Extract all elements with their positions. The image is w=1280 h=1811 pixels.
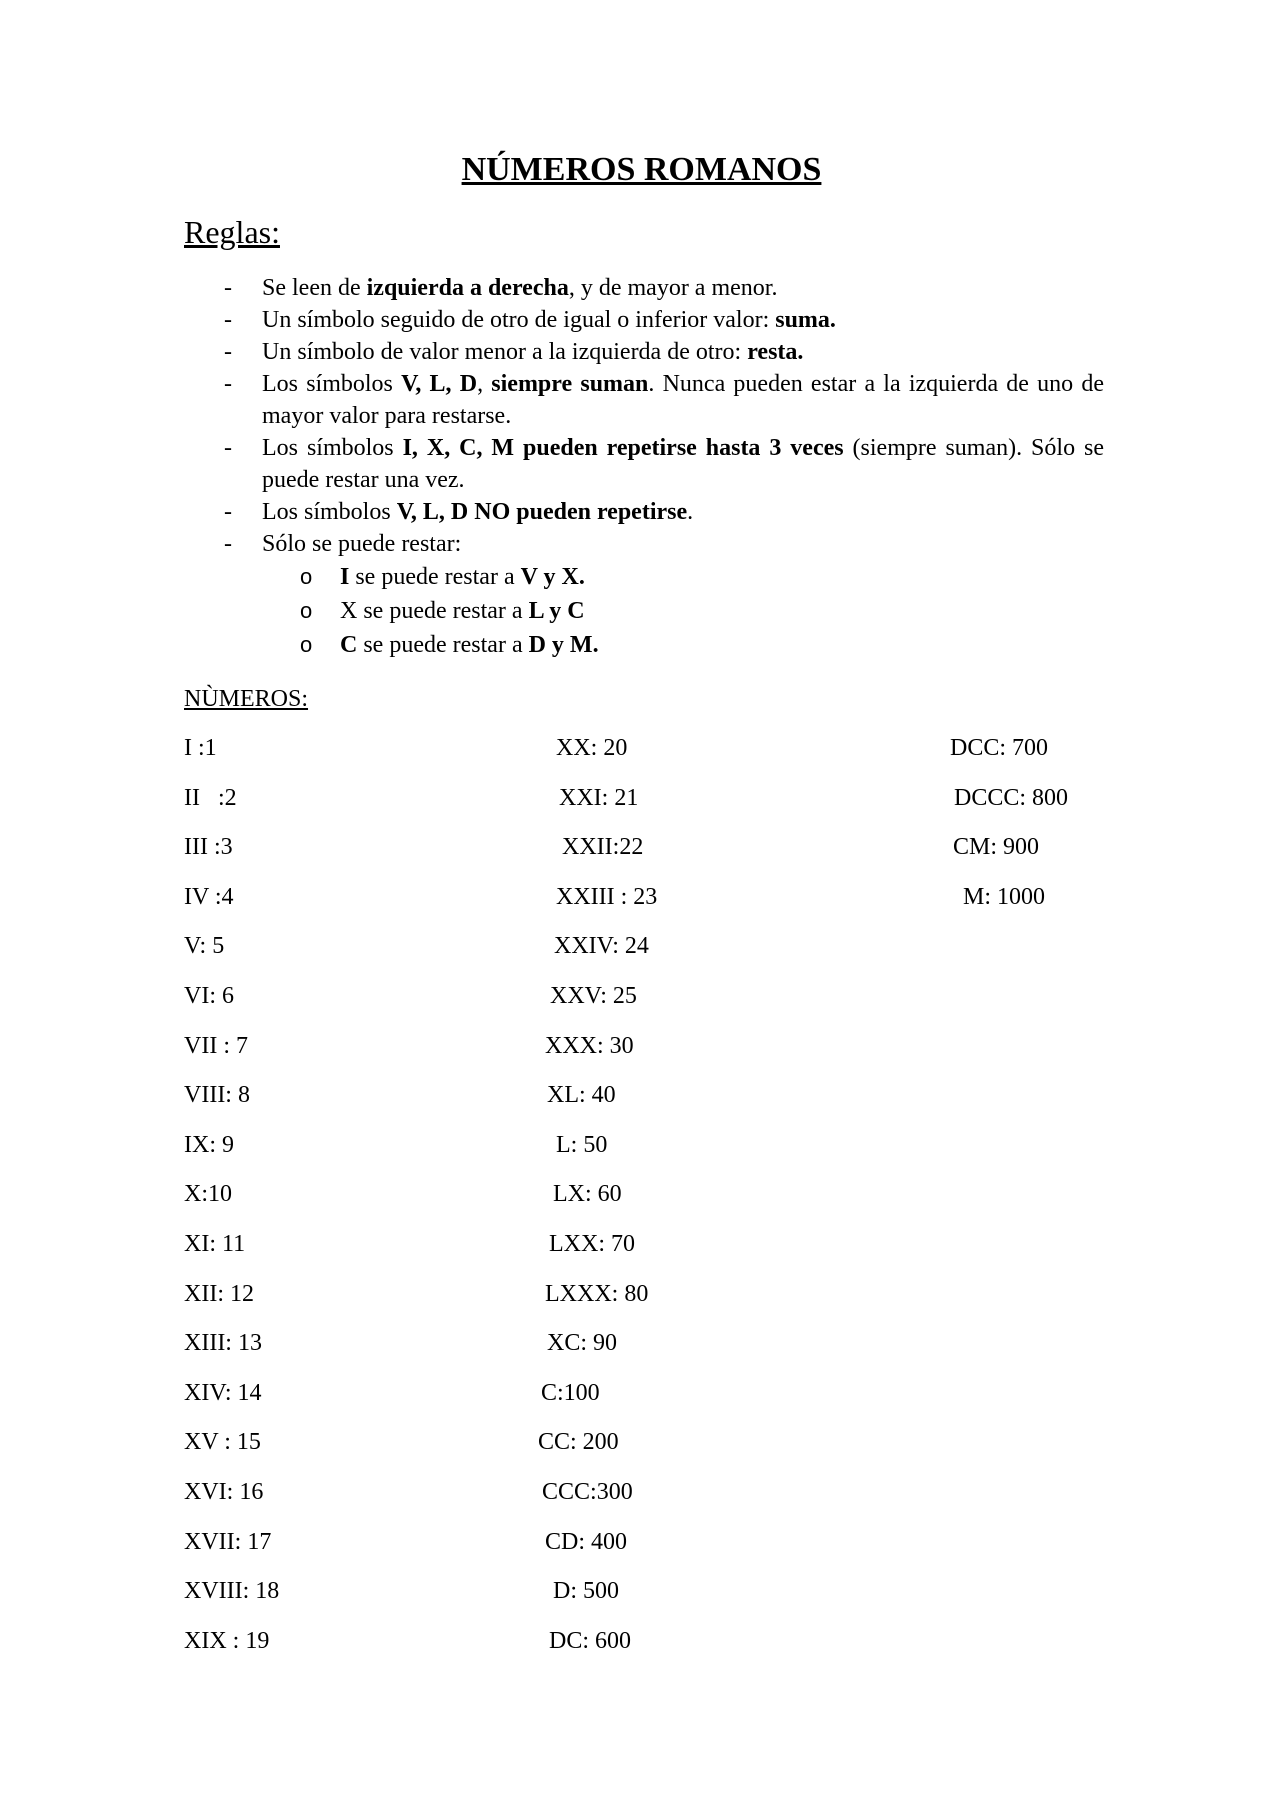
rule-text bbox=[262, 531, 461, 557]
text-segment: (siempre suman). Sólo se puede restar una vez. bbox=[262, 435, 1104, 493]
subrule-list bbox=[262, 560, 1104, 662]
roman-number-entry: V: 5 bbox=[184, 933, 225, 960]
circle-bullet: o bbox=[300, 632, 313, 657]
roman-number-entry: VI: 6 bbox=[184, 983, 234, 1009]
roman-number-entry: X:10 bbox=[184, 1181, 232, 1208]
roman-number-entry: IX: 9 bbox=[184, 1131, 234, 1158]
roman-number-entry: DCCC: 800 bbox=[954, 784, 1069, 811]
rule-text bbox=[262, 275, 777, 301]
roman-number-entry: CD: 400 bbox=[545, 1528, 628, 1555]
roman-number-entry: XXI: 21 bbox=[559, 784, 639, 811]
page-title: NÚMEROS ROMANOS bbox=[461, 151, 822, 188]
bold-text: izquierda a derecha bbox=[366, 275, 569, 301]
rule-text bbox=[262, 339, 803, 365]
rule-item bbox=[184, 368, 1104, 432]
text-segment: Los símbolos bbox=[262, 371, 402, 397]
dash-bullet: - bbox=[224, 275, 232, 301]
roman-number-entry: LXX: 70 bbox=[549, 1231, 635, 1257]
bold-text: I, X, C, M pueden repetirse hasta 3 veces bbox=[402, 435, 844, 461]
circle-bullet: o bbox=[300, 598, 313, 623]
text-segment: Un símbolo seguido de otro de igual o inferior valor: bbox=[262, 307, 776, 333]
roman-number-entry: II :2 bbox=[184, 784, 237, 811]
roman-number-entry: XXIV: 24 bbox=[554, 933, 649, 960]
text-segment: se puede restar a bbox=[357, 632, 529, 658]
text-segment: , y de mayor a menor. bbox=[568, 275, 778, 301]
rule-text bbox=[262, 371, 1104, 429]
subrule-text bbox=[340, 632, 599, 658]
bold-text: D y M. bbox=[528, 632, 599, 658]
roman-number-entry: VIII: 8 bbox=[184, 1082, 250, 1109]
roman-number-entry: DCC: 700 bbox=[950, 735, 1049, 761]
dash-bullet: - bbox=[224, 531, 232, 557]
subrule-text bbox=[340, 564, 585, 590]
subrule-item bbox=[184, 560, 1104, 594]
roman-number-entry: XVII: 17 bbox=[184, 1528, 272, 1555]
roman-number-entry: XXV: 25 bbox=[550, 983, 637, 1009]
roman-number-entry: XC: 90 bbox=[547, 1330, 618, 1357]
dash-bullet: - bbox=[224, 499, 232, 525]
text-segment: . bbox=[687, 499, 694, 525]
text-segment: , bbox=[477, 371, 492, 397]
bold-text: siempre suman bbox=[491, 371, 649, 397]
numbers-heading: NÙMEROS: bbox=[184, 686, 309, 712]
bold-text: I bbox=[340, 564, 350, 590]
roman-number-entry: CCC:300 bbox=[542, 1479, 633, 1505]
bold-text: V, L, D bbox=[401, 371, 478, 397]
roman-number-entry: XL: 40 bbox=[547, 1082, 616, 1109]
bold-text: suma. bbox=[775, 307, 836, 333]
roman-number-entry: C:100 bbox=[541, 1379, 600, 1406]
roman-number-entry: XVIII: 18 bbox=[184, 1578, 280, 1605]
bold-text: V y X. bbox=[520, 564, 585, 590]
roman-number-entry: D: 500 bbox=[553, 1578, 619, 1605]
dash-bullet: - bbox=[224, 339, 232, 365]
bold-text: C bbox=[340, 632, 358, 658]
roman-number-entry: XIV: 14 bbox=[184, 1379, 262, 1406]
bold-text: L y C bbox=[528, 598, 585, 624]
rule-item bbox=[184, 432, 1104, 496]
rule-item bbox=[184, 528, 1104, 662]
roman-number-entry: XX: 20 bbox=[556, 735, 628, 761]
rule-item bbox=[184, 272, 1104, 304]
bold-text: V, L, D NO pueden repetirse bbox=[396, 499, 688, 525]
rule-text bbox=[262, 435, 1104, 493]
dash-bullet: - bbox=[224, 371, 232, 397]
roman-number-entry: IV :4 bbox=[184, 883, 234, 910]
text-segment: Se leen de bbox=[262, 275, 367, 301]
rules-heading: Reglas: bbox=[184, 214, 280, 250]
roman-number-entry: XXIII : 23 bbox=[556, 883, 658, 910]
subrule-item bbox=[184, 594, 1104, 628]
bold-text: resta. bbox=[747, 339, 804, 365]
roman-number-entry: XXII:22 bbox=[562, 834, 644, 861]
text-segment: Un símbolo de valor menor a la izquierda de otro: bbox=[262, 339, 748, 365]
text-segment: . Nunca pueden estar a la izquierda de uno de mayor valor para restarse. bbox=[262, 371, 1105, 429]
rule-text bbox=[262, 307, 836, 333]
roman-number-entry: XIX : 19 bbox=[184, 1627, 270, 1654]
roman-number-entry: III :3 bbox=[184, 834, 233, 861]
roman-number-entry: VII : 7 bbox=[184, 1032, 248, 1059]
roman-number-entry: DC: 600 bbox=[549, 1627, 632, 1654]
text-segment: Sólo se puede restar: bbox=[262, 531, 462, 557]
text-segment: Los símbolos bbox=[262, 499, 397, 525]
text-segment: se puede restar a bbox=[349, 564, 521, 590]
roman-number-entry: XXX: 30 bbox=[545, 1032, 634, 1059]
roman-number-entry: XI: 11 bbox=[184, 1231, 246, 1257]
roman-number-entry: XVI: 16 bbox=[184, 1479, 264, 1505]
roman-number-entry: XIII: 13 bbox=[184, 1330, 262, 1357]
rule-text bbox=[262, 499, 693, 525]
subrule-item bbox=[184, 628, 1104, 662]
rules-list bbox=[184, 272, 1104, 662]
roman-number-entry: LXXX: 80 bbox=[545, 1280, 649, 1307]
roman-number-entry: I :1 bbox=[184, 735, 217, 761]
rule-item bbox=[184, 496, 1104, 528]
text-segment: X se puede restar a bbox=[340, 598, 529, 624]
rule-item bbox=[184, 304, 1104, 336]
dash-bullet: - bbox=[224, 307, 232, 333]
subrule-text bbox=[340, 598, 585, 624]
rule-item bbox=[184, 336, 1104, 368]
roman-number-entry: LX: 60 bbox=[553, 1181, 622, 1208]
roman-number-entry: CM: 900 bbox=[953, 834, 1040, 861]
roman-number-entry: L: 50 bbox=[556, 1131, 608, 1158]
roman-number-entry: XV : 15 bbox=[184, 1429, 261, 1456]
roman-number-entry: XII: 12 bbox=[184, 1280, 254, 1307]
circle-bullet: o bbox=[300, 564, 313, 589]
dash-bullet: - bbox=[224, 435, 232, 461]
roman-number-entry: CC: 200 bbox=[538, 1429, 619, 1456]
text-segment: Los símbolos bbox=[262, 435, 403, 461]
roman-number-entry: M: 1000 bbox=[963, 883, 1046, 910]
